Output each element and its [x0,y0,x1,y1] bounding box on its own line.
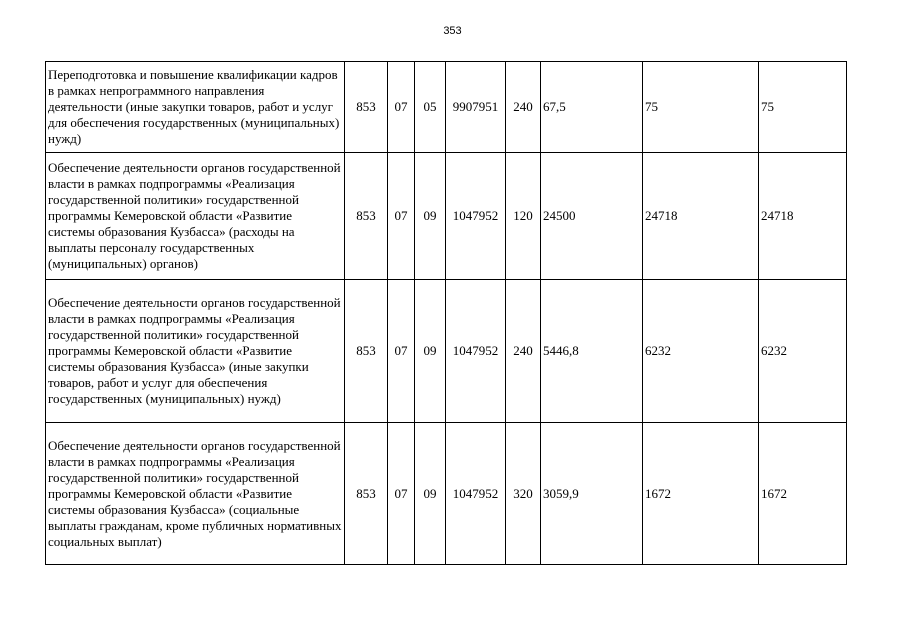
expense-type-code: 240 [506,280,541,423]
value-year-3: 24718 [759,153,847,280]
value-year-3: 75 [759,62,847,153]
table-row [46,62,847,153]
ministry-code: 853 [345,423,388,565]
value-year-2: 75 [643,62,759,153]
target-code: 1047952 [446,423,506,565]
value-year-2: 6232 [643,280,759,423]
target-code: 1047952 [446,153,506,280]
value-year-2: 24718 [643,153,759,280]
value-year-1: 3059,9 [541,423,643,565]
page-number: 353 [443,25,462,37]
row-description: Переподготовка и повышение квалификации кадров в рамках непрограммного направления деятельности (иные закупки товаров, работ и услуг для обеспечения государственных (муниципальных) нужд) [46,62,345,153]
subsection-code: 05 [415,62,446,153]
table-row [46,423,847,565]
section-code: 07 [388,153,415,280]
expense-type-code: 320 [506,423,541,565]
table-row [46,153,847,280]
row-description: Обеспечение деятельности органов государственной власти в рамках подпрограммы «Реализация государственной политики» государственной программы Кемеровской области «Развитие системы образования Кузбасса» (иные закупки товаров, работ и услуг для обеспечения государственных (муниципальных) нужд) [46,280,345,423]
value-year-1: 5446,8 [541,280,643,423]
value-year-2: 1672 [643,423,759,565]
value-year-1: 67,5 [541,62,643,153]
ministry-code: 853 [345,62,388,153]
section-code: 07 [388,280,415,423]
table-row [46,280,847,423]
expense-type-code: 120 [506,153,541,280]
section-code: 07 [388,62,415,153]
expense-type-code: 240 [506,62,541,153]
subsection-code: 09 [415,153,446,280]
target-code: 9907951 [446,62,506,153]
ministry-code: 853 [345,153,388,280]
ministry-code: 853 [345,280,388,423]
value-year-3: 6232 [759,280,847,423]
budget-table [45,61,847,565]
subsection-code: 09 [415,423,446,565]
section-code: 07 [388,423,415,565]
row-description: Обеспечение деятельности органов государственной власти в рамках подпрограммы «Реализация государственной политики» государственной программы Кемеровской области «Развитие системы образования Кузбасса» (расходы на выплаты персоналу государственных (муниципальных) органов) [46,153,345,280]
target-code: 1047952 [446,280,506,423]
subsection-code: 09 [415,280,446,423]
row-description: Обеспечение деятельности органов государственной власти в рамках подпрограммы «Реализация государственной политики» государственной программы Кемеровской области «Развитие системы образования Кузбасса» (социальные выплаты гражданам, кроме публичных нормативных социальных выплат) [46,423,345,565]
value-year-3: 1672 [759,423,847,565]
value-year-1: 24500 [541,153,643,280]
